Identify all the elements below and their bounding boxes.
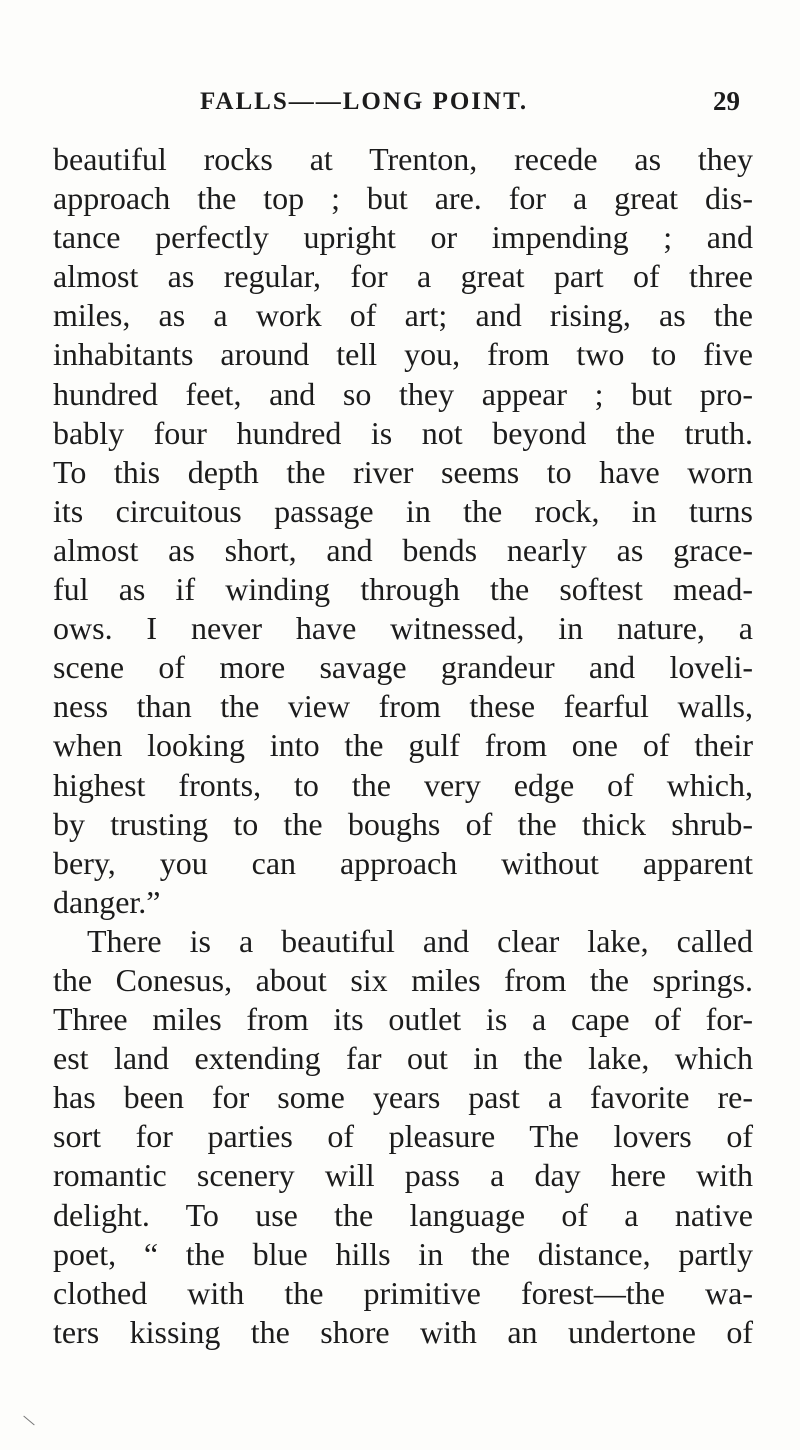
text-line: bably four hundred is not beyond the truth. (53, 414, 753, 451)
text-line: by trusting to the boughs of the thick shrub- (53, 805, 753, 842)
text-line: clothed with the primitive forest—the wa- (53, 1274, 753, 1311)
text-line: highest fronts, to the very edge of which, (53, 766, 753, 803)
text-line: Three miles from its outlet is a cape of for- (53, 1001, 753, 1038)
text-line: beautiful rocks at Trenton, recede as they (53, 141, 753, 177)
text-line: romantic scenery will pass a day here with (53, 1157, 753, 1194)
text-line: miles, as a work of art; and rising, as the (53, 297, 753, 334)
running-head (0, 88, 800, 128)
page-number: 29 (713, 86, 740, 116)
margin-mark (23, 1416, 34, 1426)
running-head-title: FALLS——LONG POINT. (200, 88, 529, 115)
text-line: the Conesus, about six miles from the springs. (53, 961, 753, 998)
text-line: inhabitants around tell you, from two to five (53, 336, 753, 373)
text-line: its circuitous passage in the rock, in turns (53, 492, 753, 529)
text-line: ters kissing the shore with an undertone of (53, 1313, 753, 1350)
paragraph-start-line: There is a beautiful and clear lake, called (87, 922, 753, 959)
text-line: sort for parties of pleasure The lovers of (53, 1118, 753, 1155)
text-line: To this depth the river seems to have worn (53, 453, 753, 490)
paragraph-end-line: danger.” (53, 883, 161, 920)
text-line: tance perfectly upright or impending ; and (53, 219, 753, 256)
text-line: almost as regular, for a great part of three (53, 258, 753, 295)
text-line: almost as short, and bends nearly as grace- (53, 531, 753, 568)
text-line: hundred feet, and so they appear ; but pro- (53, 375, 753, 412)
text-line: ness than the view from these fearful walls, (53, 688, 753, 725)
body-text (53, 140, 753, 1352)
text-line: has been for some years past a favorite re- (53, 1079, 753, 1116)
text-line: delight. To use the language of a native (53, 1196, 753, 1233)
text-line: approach the top ; but are. for a great dis- (53, 180, 753, 217)
text-line: scene of more savage grandeur and loveli- (53, 649, 753, 686)
text-line: when looking into the gulf from one of their (53, 727, 753, 764)
text-line: poet, “ the blue hills in the distance, partly (53, 1235, 753, 1272)
text-line: ful as if winding through the softest mead- (53, 571, 753, 608)
text-line: est land extending far out in the lake, which (53, 1040, 753, 1077)
text-line: bery, you can approach without apparent (53, 844, 753, 881)
text-line: ows. I never have witnessed, in nature, a (53, 610, 753, 647)
